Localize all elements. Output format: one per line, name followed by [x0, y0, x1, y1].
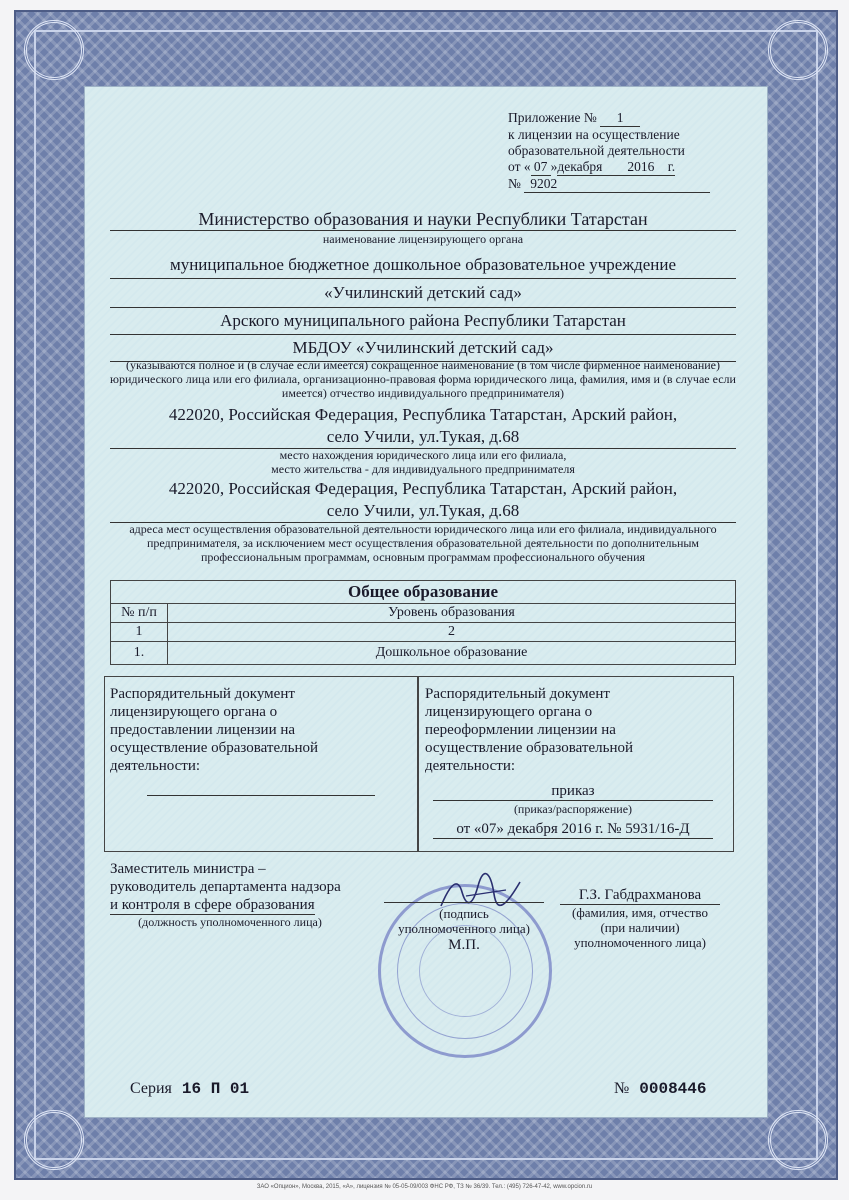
number-label: №: [614, 1080, 630, 1097]
appendix-number: 1: [600, 110, 640, 127]
appendix-reg-line: [508, 176, 728, 193]
col-index-1: 1: [111, 623, 168, 642]
doc-left-title: Распорядительный документ лицензирующего органа о предоставлении лицензии на осуществление образовательной деятельности:: [110, 686, 318, 774]
activity-line1: 422020, Российская Федерация, Республика Татарстан, Арский район,: [168, 479, 678, 498]
doc-left-box: [104, 676, 418, 852]
ministry-name-block: [110, 208, 736, 231]
number-value: 0008446: [639, 1080, 707, 1098]
doc-right-title: Распорядительный документ лицензирующего органа о переоформлении лицензии на осуществление образовательной деятельности:: [425, 686, 633, 774]
reg-number: 9202: [524, 176, 710, 193]
series-block: [130, 1080, 249, 1098]
name-caption2: (при наличии): [600, 920, 680, 935]
appendix-block: [508, 110, 728, 193]
name-caption1: (фамилия, имя, отчество: [572, 905, 708, 920]
year-suffix: г.: [667, 159, 676, 174]
org-short-name: МБДОУ «Училинский детский сад»: [110, 335, 736, 362]
appendix-month: декабря: [557, 159, 675, 176]
signature-line: [384, 902, 544, 903]
education-table: [110, 580, 736, 665]
location-line2: село Учили, ул.Тукая, д.68: [110, 426, 736, 449]
position-line1: Заместитель министра –: [110, 861, 266, 877]
printer-footer: ЗАО «Опцион», Москва, 2015, «А», лицензия № 05-05-09/003 ФНС РФ, ТЗ № 36/39. Тел.: (495) 726-47-42, www.opcion.ru: [256, 1184, 593, 1190]
position-line2: руководитель департамента надзора: [110, 879, 341, 895]
ministry-caption: наименование лицензирующего органа: [322, 232, 524, 246]
reg-prefix: №: [508, 176, 521, 191]
doc-right-box: [418, 676, 734, 852]
org-caption: (указываются полное и (в случае если имеется) сокращенное наименование (в том числе фирменное наименование) юридического лица или его филиала, организационно-правовая форма юридического лица, фамилия, имя и (в случае если имеется) отчество индивидуального предпринимателя): [110, 358, 736, 400]
doc-left-blank-line: [147, 795, 375, 796]
org-line3: Арского муниципального района Республики Татарстан: [110, 308, 736, 335]
position-caption: (должность уполномоченного лица): [138, 915, 322, 929]
location-caption2: место жительства - для индивидуального предпринимателя: [271, 462, 575, 476]
activity-address-block: [110, 478, 736, 523]
series-value: 16 П 01: [181, 1080, 250, 1098]
doc-right-ref: от «07» декабря 2016 г. № 5931/16-Д: [433, 821, 713, 839]
col-level-header: Уровень образования: [168, 604, 736, 623]
signatory-position-block: [110, 860, 372, 929]
appendix-label: Приложение №: [508, 110, 597, 125]
table-row: [111, 642, 736, 665]
appendix-title-line: [508, 110, 728, 127]
corner-rosette-ornament: [24, 20, 84, 80]
appendix-year: 2016: [627, 159, 655, 174]
location-line1: 422020, Российская Федерация, Республика Татарстан, Арский район,: [168, 405, 678, 424]
mp-label: М.П.: [448, 937, 480, 953]
signatory-name-block: [560, 886, 720, 950]
doc-right-type: приказ: [433, 783, 713, 801]
location-block: [110, 404, 736, 449]
table-header-row: [111, 604, 736, 623]
name-caption3: уполномоченного лица): [574, 935, 706, 950]
col-number-header: № п/п: [111, 604, 168, 623]
signature-caption: [380, 906, 548, 954]
education-table-block: [110, 580, 736, 665]
row-number: 1.: [111, 642, 168, 665]
location-caption: [110, 448, 736, 476]
series-label: Серия: [130, 1080, 172, 1097]
blank-number-block: [614, 1080, 706, 1098]
appendix-line2: к лицензии на осуществление: [508, 127, 680, 142]
position-line3: и контроля в сфере образования: [110, 897, 315, 913]
appendix-day: 07: [531, 159, 551, 176]
doc-right-type-caption: (приказ/распоряжение): [513, 802, 633, 816]
ministry-name: Министерство образования и науки Республики Татарстан: [110, 208, 736, 231]
corner-rosette-ornament: [768, 1110, 828, 1170]
appendix-line3: образовательной деятельности: [508, 143, 685, 158]
col-index-2: 2: [168, 623, 736, 642]
date-mid: »: [550, 159, 558, 174]
activity-caption: адреса мест осуществления образовательной деятельности юридического лица или его филиала, индивидуального предпринимателя, за исключением мест осуществления образовательной деятельности по дополнительным профессиональным программам, основным программам профессионального обучения: [129, 522, 717, 564]
location-caption1: место нахождения юридического лица или его филиала,: [279, 448, 567, 462]
education-heading: Общее образование: [111, 581, 736, 604]
corner-rosette-ornament: [24, 1110, 84, 1170]
table-index-row: [111, 623, 736, 642]
signatory-name: Г.З. Габдрахманова: [560, 886, 720, 905]
org-line2: «Училинский детский сад»: [110, 279, 736, 308]
org-line1: муниципальное бюджетное дошкольное образовательное учреждение: [110, 254, 736, 279]
row-level: Дошкольное образование: [168, 642, 736, 665]
organization-block: [110, 254, 736, 362]
sign-caption1: (подпись: [439, 906, 489, 921]
sign-caption2: уполномоченного лица): [398, 921, 530, 936]
date-prefix: от «: [508, 159, 531, 174]
activity-line2: село Учили, ул.Тукая, д.68: [110, 500, 736, 523]
corner-rosette-ornament: [768, 20, 828, 80]
appendix-date-line: [508, 159, 728, 176]
